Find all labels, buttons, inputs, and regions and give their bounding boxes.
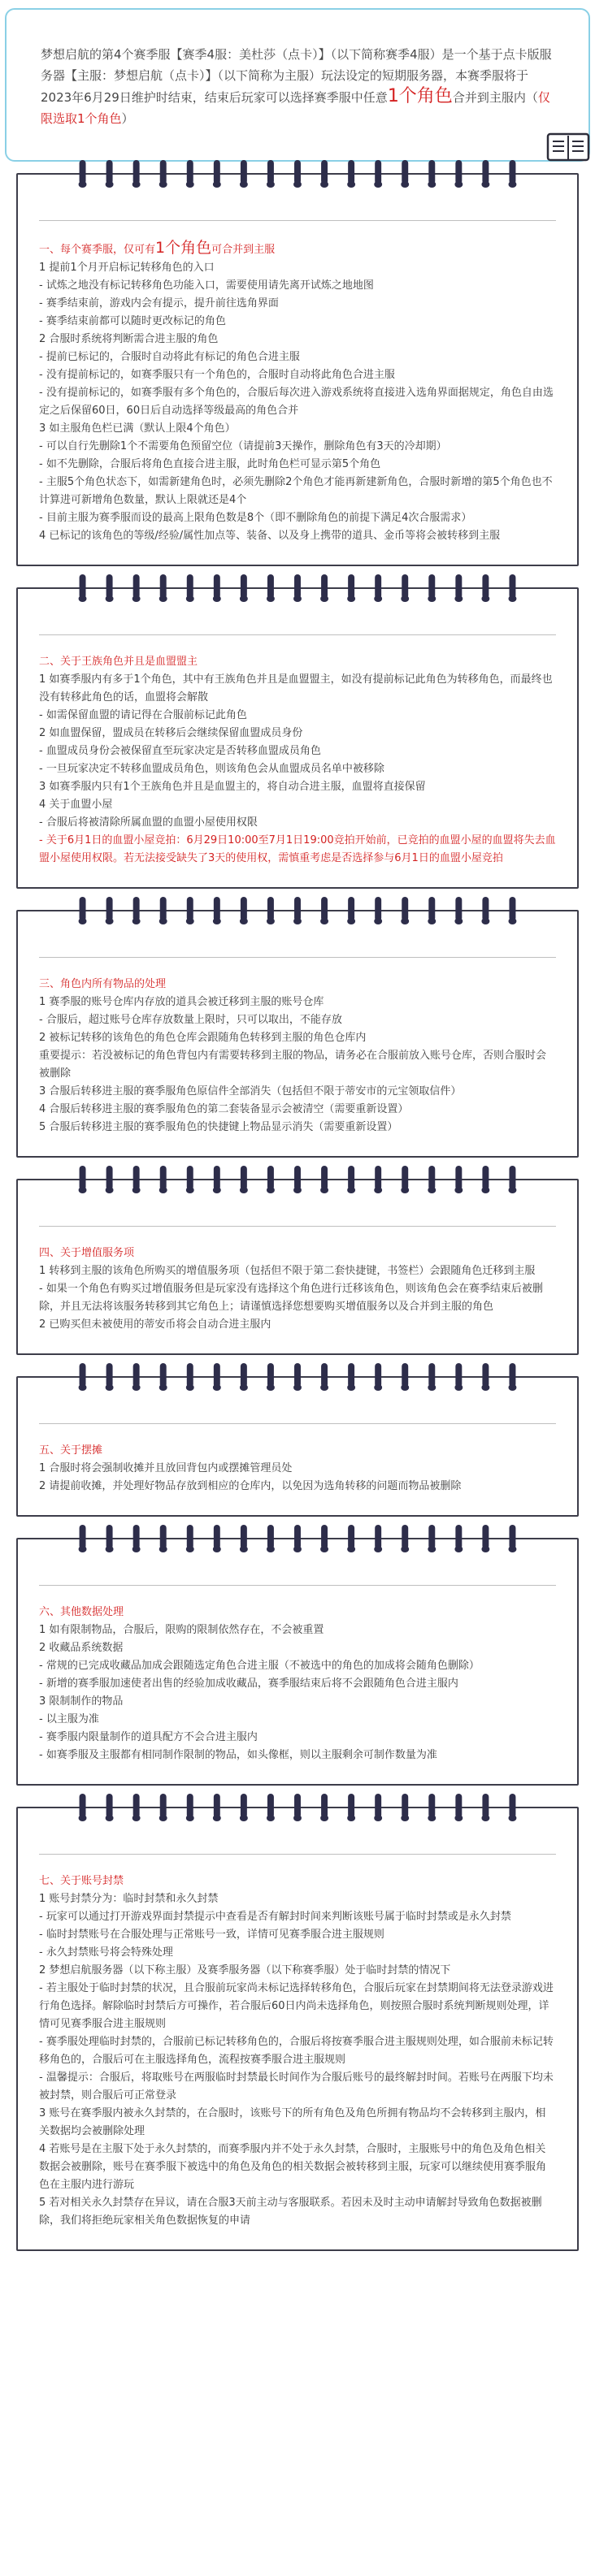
section-line: 3 如主服角色栏已满（默认上限4个角色） — [39, 422, 236, 435]
section-line: 2 如血盟保留，盟成员在转移后会继续保留血盟成员身份 — [39, 727, 303, 739]
section-line: 5 若对相关永久封禁存在异议，请在合服3天前主动与客服联系。若因未及时主动申请解封导致角色数据被删除，我们将拒绝玩家相关角色数据恢复的申请 — [39, 2197, 542, 2227]
section-line: 1 账号封禁分为：临时封禁和永久封禁 — [39, 1893, 219, 1905]
section-line: - 目前主服为赛季服而设的最高上限角色数是8个（即不删除角色的前提下满足4次合服需求） — [39, 512, 472, 524]
section-line: 1 如赛季服内有多于1个角色，其中有王族角色并且是血盟盟主，如没有提前标记此角色为转移角色，而最终也没有转移此角色的话，血盟将会解散 — [39, 673, 553, 704]
section-line: 4 若账号是在主服下处于永久封禁的，而赛季服内并不处于永久封禁，合服时，主服账号中的角色及角色相关数据会被删除，账号在赛季服下被选中的角色及角色的相关数据会被转移到主服，玩家可以继续使用赛季服角色在主服内进行游玩 — [39, 2143, 547, 2191]
section-line: - 合服后，超过账号仓库存放数量上限时，只可以取出，不能存放 — [39, 1014, 342, 1026]
section-title-suffix: 可合并到主服 — [211, 244, 276, 256]
section-line: - 提前已标记的，合服时自动将此有标记的角色合进主服 — [39, 351, 300, 363]
section-line: - 临时封禁账号在合服处理与正常账号一致，详情可见赛季服合进主服规则 — [39, 1929, 384, 1941]
divider — [39, 634, 556, 635]
section-line: 1 赛季服的账号仓库内存放的道具会被迁移到主服的账号仓库 — [39, 996, 324, 1008]
section-line: - 永久封禁账号将会特殊处理 — [39, 1946, 173, 1959]
divider — [39, 220, 556, 221]
section-line: - 可以自行先删除1个不需要角色预留空位（请提前3天操作，删除角色有3天的冷却期） — [39, 440, 447, 452]
section-line: 1 合服时将会强制收摊并且放回背包内或摆摊管理员处 — [39, 1462, 293, 1474]
section-line: - 若主服处于临时封禁的状况，且合服前玩家尚未标记选择转移角色，合服后玩家在封禁期间将无法登录游戏进行角色选择。解除临时封禁后方可操作，若合服后60日内尚未选择角色，则按照合服时系统判断规则处理，详情可见赛季服合进主服规则 — [39, 1982, 554, 2030]
section-line: 4 已标记的该角色的等级/经验/属性加点等、装备、以及身上携带的道具、金币等将会被转移到主服 — [39, 530, 501, 542]
section-card — [16, 587, 579, 889]
intro-text — [41, 44, 559, 129]
intro-highlight: 1个角色 — [387, 86, 453, 106]
binder-rings-icon — [18, 158, 577, 191]
sections-container — [0, 173, 595, 2251]
section-title-prefix: 五、关于摆摊 — [39, 1444, 103, 1457]
section-line: - 赛季服内限量制作的道具配方不会合进主服内 — [39, 1731, 258, 1743]
section-line: 2 梦想启航服务器（以下称主服）及赛季服务器（以下称赛季服）处于临时封禁的情况下 — [39, 1964, 451, 1976]
section-line: - 以主服为准 — [39, 1713, 99, 1725]
section-line: - 温馨提示：合服后，将取账号在两服临时封禁最长时间作为合服后账号的最终解封时间。若账号在两服下均未被封禁，则合服后可正常登录 — [39, 2072, 554, 2102]
section-title — [39, 239, 556, 259]
divider — [39, 1854, 556, 1855]
section-line: 1 转移到主服的该角色所购买的增值服务项（包括但不限于第二套快捷键，书签栏）会跟随角色迁移到主服 — [39, 1265, 536, 1277]
section-title — [39, 1245, 556, 1262]
section-line: - 没有提前标记的，如赛季服有多个角色的，合服后每次进入游戏系统将直接进入选角界面据规定，角色自由选定之后保留60日，60日后自动选择等级最高的角色合并 — [39, 387, 554, 417]
section-line: 2 请提前收摊，并处理好物品存放到相应的仓库内，以免因为选角转移的问题而物品被删除 — [39, 1480, 462, 1492]
section-line: - 血盟成员身份会被保留直至玩家决定是否转移血盟成员角色 — [39, 745, 321, 757]
divider — [39, 1423, 556, 1424]
divider — [39, 957, 556, 958]
section-line: - 如果一个角色有购买过增值服务但是玩家没有选择这个角色进行迁移该角色，则该角色会在赛季结束后被删除，并且无法将该服务转移到其它角色上；请谨慎选择您想要购买增值服务以及合并到主服的角色 — [39, 1283, 543, 1313]
section-line: 1 提前1个月开启标记转移角色的入口 — [39, 262, 215, 274]
intro-box — [5, 8, 590, 162]
section-title-prefix: 三、角色内所有物品的处理 — [39, 978, 167, 990]
divider — [39, 1585, 556, 1586]
section-line: - 合服后将被清除所属血盟的血盟小屋使用权限 — [39, 816, 258, 829]
section-line: 3 账号在赛季服内被永久封禁的，在合服时，该账号下的所有角色及角色所拥有物品均不会转移到主服内，相关数据均会被删除处理 — [39, 2107, 546, 2137]
section-line: 2 被标记转移的该角色的角色仓库会跟随角色转移到主服的角色仓库内 — [39, 1032, 367, 1044]
section-title-prefix: 二、关于王族角色并且是血盟盟主 — [39, 656, 198, 668]
section-card — [16, 1179, 579, 1355]
section-line: 2 收藏品系统数据 — [39, 1642, 124, 1654]
section-card — [16, 1538, 579, 1786]
section-line: 2 已购买但未被使用的蒂安币将会自动合进主服内 — [39, 1318, 271, 1331]
section-line: - 赛季结束前，游戏内会有提示，提升前往选角界面 — [39, 297, 279, 310]
section-line: 2 合服时系统将判断需合进主服的角色 — [39, 333, 219, 345]
section-line: 重要提示：若没被标记的角色背包内有需要转移到主服的物品，请务必在合服前放入账号仓库，否则合服时会被删除 — [39, 1050, 547, 1080]
section-title — [39, 1442, 556, 1460]
section-line: - 赛季服处理临时封禁的，合服前已标记转移角色的，合服后将按赛季服合进主服规则处理，如合服前未标记转移角色的，合服后可在主服选择角色，流程按赛季服合进主服规则 — [39, 2036, 554, 2066]
section-card — [16, 173, 579, 566]
section-line: 1 如有限制物品，合服后，限购的限制依然存在，不会被重置 — [39, 1624, 324, 1636]
binder-rings-icon — [18, 1164, 577, 1197]
section-title-prefix: 六、其他数据处理 — [39, 1606, 124, 1618]
section-line: - 主服5个角色状态下，如需新建角色时，必须先删除2个角色才能再新建新角色，合服时新增的第5个角色也不计算进可新增角色数量，默认上限就还是4个 — [39, 476, 553, 506]
section-card — [16, 910, 579, 1158]
section-title — [39, 653, 556, 671]
section-line: 3 限制制作的物品 — [39, 1695, 124, 1708]
section-title-prefix: 四、关于增值服务项 — [39, 1247, 135, 1259]
section-line: - 试炼之地没有标记转移角色功能入口，需要使用请先离开试炼之地地图 — [39, 279, 374, 292]
section-title — [39, 1872, 556, 1890]
section-line: 4 合服后转移进主服的赛季服角色的第二套装备显示会被清空（需要重新设置） — [39, 1103, 409, 1115]
book-icon — [546, 132, 590, 162]
section-line: 5 合服后转移进主服的赛季服角色的快捷键上物品显示消失（需要重新设置） — [39, 1121, 398, 1133]
intro-text-end: ） — [121, 111, 134, 126]
binder-rings-icon — [18, 1792, 577, 1825]
section-card — [16, 1807, 579, 2251]
section-title-prefix: 一、每个赛季服，仅可有 — [39, 244, 156, 256]
section-card — [16, 1376, 579, 1517]
section-title-prefix: 七、关于账号封禁 — [39, 1875, 124, 1887]
intro-note: 仅限选取1个角色 — [41, 90, 550, 126]
section-line: 4 关于血盟小屋 — [39, 799, 113, 811]
binder-rings-icon — [18, 1523, 577, 1556]
divider — [39, 1226, 556, 1227]
intro-text-before: 梦想启航的第4个赛季服【赛季4服：美杜莎（点卡）】（以下简称赛季4服）是一个基于点卡版服务器【主服：梦想启航（点卡）】（以下简称为主服）玩法设定的短期服务器，本赛季服将于2023年6月29日维护时结束，结束后玩家可以选择赛季服中任意 — [41, 47, 552, 105]
section-line: - 一旦玩家决定不转移血盟成员角色，则该角色会从血盟成员名单中被移除 — [39, 763, 384, 775]
section-line: - 新增的赛季服加速使者出售的经验加成收藏品，赛季服结束后将不会跟随角色合进主服内 — [39, 1678, 458, 1690]
binder-rings-icon — [18, 895, 577, 928]
section-title-highlight: 1个角色 — [155, 239, 212, 257]
section-line: - 赛季结束前都可以随时更改标记的角色 — [39, 315, 226, 327]
section-title — [39, 1604, 556, 1621]
section-line: 3 合服后转移进主服的赛季服角色原信件全部消失（包括但不限于蒂安市的元宝领取信件） — [39, 1085, 462, 1098]
section-line: - 玩家可以通过打开游戏界面封禁提示中查看是否有解封时间来判断该账号属于临时封禁或是永久封禁 — [39, 1911, 511, 1923]
section-line: - 关于6月1日的血盟小屋竞拍：6月29日10:00至7月1日19:00竞拍开始前，已竞拍的血盟小屋的血盟将失去血盟小屋使用权限。若无法接受缺失了3天的使用权，需慎重考虑是否选择参与6月1日的血盟小屋竞拍 — [39, 834, 556, 864]
section-line: - 如需保留血盟的请记得在合服前标记此角色 — [39, 709, 247, 721]
binder-rings-icon — [18, 1362, 577, 1394]
section-line: - 常规的已完成收藏品加成会跟随选定角色合进主服（不被选中的角色的加成将会随角色删除） — [39, 1660, 480, 1672]
section-line: - 没有提前标记的，如赛季服只有一个角色的，合服时自动将此角色合进主服 — [39, 369, 395, 381]
section-title — [39, 976, 556, 994]
intro-text-middle: 合并到主服内（ — [452, 90, 538, 105]
binder-rings-icon — [18, 573, 577, 605]
section-line: - 如不先删除，合服后将角色直接合进主服，此时角色栏可显示第5个角色 — [39, 458, 381, 470]
section-line: - 如赛季服及主服都有相同制作限制的物品，如头像框，则以主服剩余可制作数量为准 — [39, 1749, 437, 1761]
section-line: 3 如赛季服内只有1个王族角色并且是血盟主的，将自动合进主服，血盟将直接保留 — [39, 781, 426, 793]
